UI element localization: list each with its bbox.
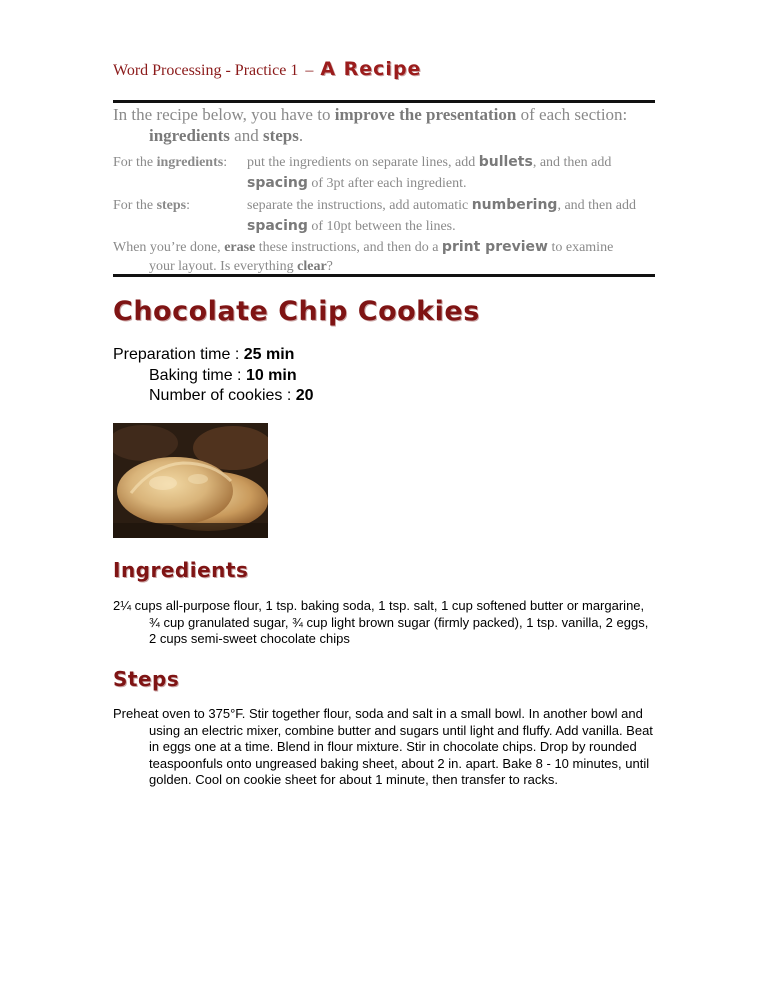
ing-t1: put the ingredients on separate lines, add [247,155,476,170]
intro-indent [113,125,658,146]
instructions-intro [113,104,658,146]
recipe-title: Chocolate Chip Cookies [113,296,480,327]
bottom-divider [113,274,655,277]
closing-t3: to examine [551,240,614,255]
steps-text: Preheat oven to 375°F. Stir together flour, soda and salt in a small bowl. In another bowl and using an electric mixer, combine butter and sugars until light and fluffy. Add vanilla. Beat in eggs one at a time. Blend in flour mixture. Stir in chocolate chips. Drop by rounded teaspoonfuls onto ungreased baking sheet, about 2 in. apart. Bake 8 - 10 minutes, until golden. Cool on cookie sheet for about 1 minute, then transfer to racks. [113,706,653,787]
steps-label-post: : [186,198,191,213]
steps-t3: of 10pt between the lines. [311,219,456,234]
ingredients-text: 2¼ cups all-purpose flour, 1 tsp. baking soda, 1 tsp. salt, 1 cup softened butter or margarine, ¾ cup granulated sugar, ¾ cup light brown sugar (firmly packed), 1 tsp. vanilla, 2 eggs, 2 cups semi-sweet chocolate chips [113,598,649,646]
intro-text-4: . [298,126,304,145]
closing-t4: your layout. Is everything [149,259,294,274]
instruction-steps-label [113,195,190,216]
cookie-count-label: Number of cookies : [149,387,296,404]
steps-t1: separate the instructions, add automatic [247,198,469,213]
ing-label-pre: For the [113,155,154,170]
intro-text-3: and [234,126,259,145]
steps-label-bold: steps [156,198,187,213]
prep-time-label: Preparation time : [113,346,244,363]
instruction-ingredients-text [247,152,657,194]
instruction-closing [113,238,658,276]
recipe-meta [113,345,314,407]
ing-t3: of 3pt after each ingredient. [311,176,467,191]
instruction-ingredients-label [113,152,227,173]
bake-time-value: 10 min [245,366,297,384]
intro-bold-1: improve the presentation [334,105,517,124]
header-dash: – [305,62,314,79]
closing-t2: these instructions, and then do a [258,240,439,255]
closing-b1: erase [224,240,256,255]
cookie-count [113,386,314,407]
steps-label-pre: For the [113,198,154,213]
bake-time-label: Baking time : [149,366,246,384]
steps-t2: , and then add [557,198,636,213]
closing-t1: When you’re done, [113,240,221,255]
ing-b1: bullets [478,154,533,170]
bake-time [113,366,314,387]
steps-b2: spacing [247,218,308,234]
closing-b2: print preview [441,239,548,255]
closing-b3: clear [297,259,327,274]
cookie-count-value: 20 [295,387,314,404]
instruction-steps-text [247,195,657,237]
steps-b1: numbering [471,197,558,213]
header-title: A Recipe [320,58,422,80]
intro-text-2: of each section: [520,105,628,124]
ing-b2: spacing [247,175,308,191]
top-divider [113,100,655,103]
intro-bold-2: ingredients [149,126,230,145]
intro-text-1: In the recipe below, you have to [113,105,331,124]
ingredients-heading: Ingredients [113,558,249,582]
prep-time-value: 25 min [243,346,295,363]
cookie-photo [113,423,268,538]
closing-t5: ? [326,259,333,274]
header-prefix: Word Processing - Practice 1 [113,62,299,79]
intro-bold-3: steps [262,126,299,145]
cookie-photo-image [113,423,268,538]
ing-label-post: : [223,155,228,170]
steps-heading: Steps [113,667,180,691]
ing-label-bold: ingredients [156,155,224,170]
document-header [113,58,421,80]
prep-time [113,345,314,366]
ing-t2: , and then add [532,155,612,170]
